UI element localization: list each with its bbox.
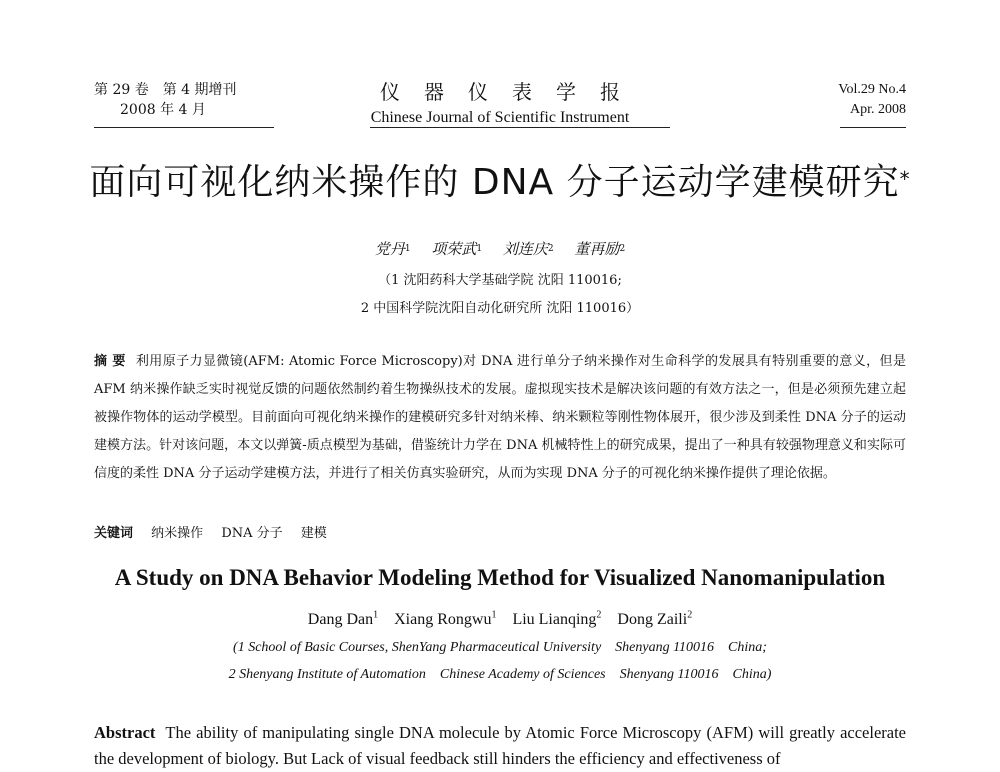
abstract-cn-label: 摘 要 — [94, 354, 126, 369]
author-en: Xiang Rongwu$^1$ — [394, 610, 497, 629]
issue-date: 2008 年 4 月 — [120, 102, 206, 118]
keywords-cn-label: 关键词 — [94, 526, 134, 541]
author-en: Dong Zaili$^2$ — [617, 610, 693, 629]
affiliation-en-1: (1 School of Basic Courses, ShenYang Pharmaceutical University Shenyang 110016 China; — [233, 640, 767, 655]
author-cn: 项荣武$^1$ — [431, 240, 483, 258]
author-cn: 董再励$^2$ — [574, 240, 626, 258]
header-rule-left — [94, 127, 274, 128]
abstract-en-label: Abstract — [94, 723, 156, 742]
author-list-en — [0, 605, 1000, 631]
author-cn: 刘连庆$^2$ — [502, 240, 554, 258]
running-header — [94, 80, 906, 128]
abstract-en — [94, 720, 906, 772]
keyword-cn: DNA 分子 — [221, 526, 283, 541]
author-en: Dang Dan$^1$ — [307, 610, 379, 629]
header-rule-center — [370, 127, 670, 128]
abstract-cn — [94, 348, 906, 488]
title-footnote-mark: * — [899, 167, 911, 191]
journal-name-en: Chinese Journal of Scientific Instrument — [370, 109, 630, 126]
keyword-cn: 纳米操作 — [151, 526, 204, 541]
paper-title-cn — [0, 160, 1000, 206]
volume-issue: 第 29 卷 第 4 期增刊 — [94, 82, 237, 98]
journal-name-cn: 仪器仪表学报 — [380, 80, 644, 104]
volume-info-en — [756, 80, 906, 120]
header-rule-right — [840, 127, 906, 128]
affiliation-cn-2: 2 中国科学院沈阳自动化研究所 沈阳 110016） — [360, 301, 640, 316]
affiliation-en-2: 2 Shenyang Institute of Automation Chinese Academy of Sciences Shenyang 110016 China) — [228, 667, 772, 682]
volume-number-en: Vol.29 No.4 — [838, 82, 906, 97]
keywords-cn — [94, 523, 906, 545]
issue-date-en: Apr. 2008 — [850, 102, 906, 117]
affiliation-cn-1: （1 沈阳药科大学基础学院 沈阳 110016; — [378, 273, 622, 288]
abstract-en-text: The ability of manipulating single DNA molecule by Atomic Force Microscopy (AFM) will greatly accelerate the development of biology. But Lack of visual feedback still hinders the efficiency and effectiveness of — [94, 723, 906, 768]
keyword-cn: 建模 — [300, 526, 327, 541]
author-list-cn — [0, 238, 1000, 260]
author-cn: 党丹$^1$ — [374, 240, 411, 258]
abstract-cn-text: 利用原子力显微镜(AFM: Atomic Force Microscopy)对 DNA 进行单分子纳米操作对生命科学的发展具有特别重要的意义，但是 AFM 纳米操作缺乏实时视觉反馈的问题依然制约着生物操纵技术的发展。虚拟现实技术是解决该问题的有效方法之一，但是必须预先建立起被操作物体的运动学模型。目前面向可视化纳米操作的建模研究多针对纳米棒、纳米颗粒等刚性物体展开，很少涉及到柔性 DNA 分子的运动建模方法。针对该问题，本文以弹簧-质点模型为基础，借鉴统计力学在 DNA 机械特性上的研究成果，提出了一种具有较强物理意义和实际可信度的柔性 DNA 分子运动学建模方法，并进行了相关仿真实验研究，从而为实现 DNA 分子的可视化纳米操作提供了理论依据。 — [94, 354, 906, 481]
paper-title-en: A Study on DNA Behavior Modeling Method for Visualized Nanomanipulation — [114, 565, 886, 590]
author-en: Liu Lianqing$^2$ — [512, 610, 602, 629]
paper-title-cn-text: 面向可视化纳米操作的 DNA 分子运动学建模研究 — [89, 162, 900, 203]
